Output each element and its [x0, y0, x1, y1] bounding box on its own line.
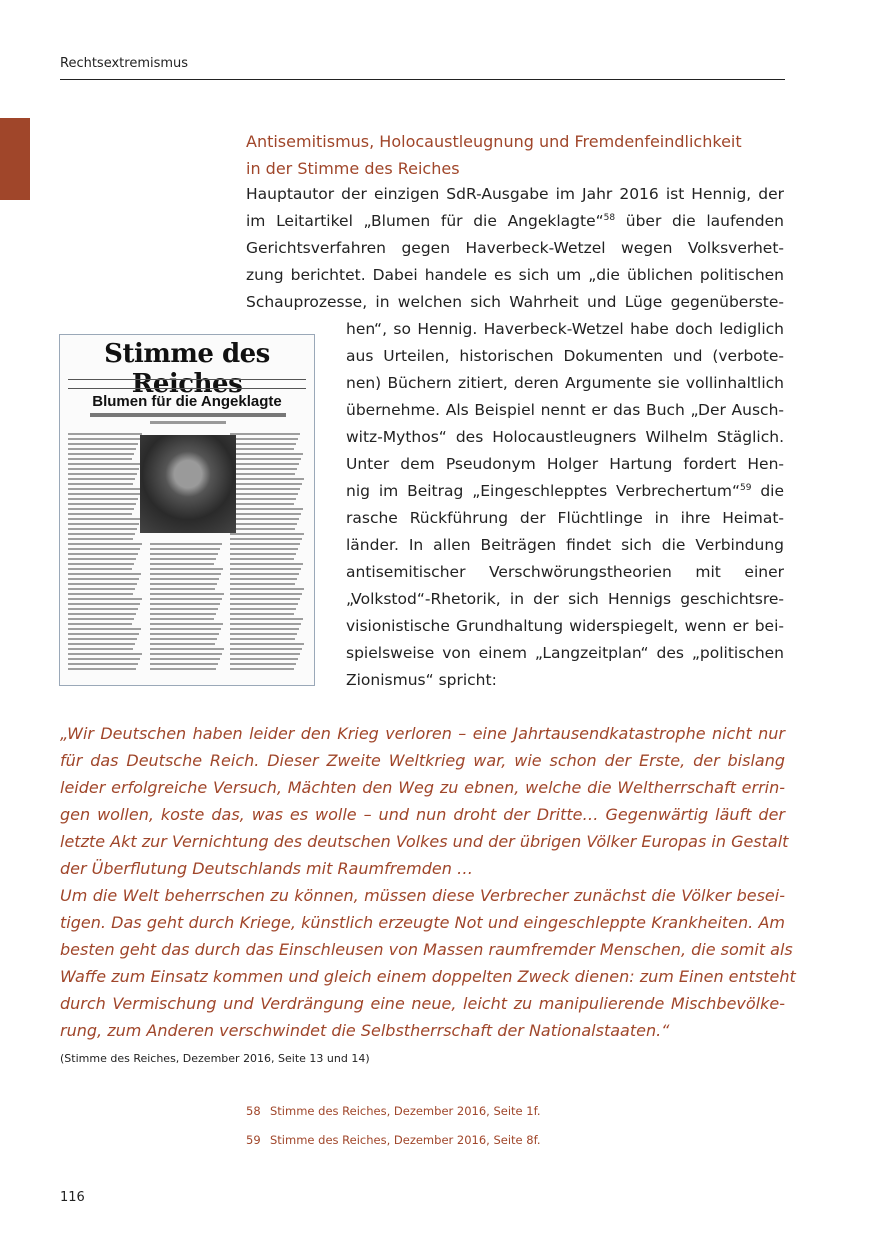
section-heading-line-1: Antisemitismus, Holocaustleugnung und Fremdenfeindlichkeit	[246, 132, 742, 151]
newspaper-text-line	[68, 448, 136, 450]
newspaper-text-line	[230, 528, 295, 530]
newspaper-text-line	[68, 458, 132, 460]
newspaper-text-line	[68, 668, 136, 670]
body-line: rasche Rückführung der Flüchtlinge in ihre Heimat-	[346, 509, 784, 527]
newspaper-text-line	[230, 608, 296, 610]
newspaper-text-line	[230, 523, 297, 525]
newspaper-text-line	[150, 553, 218, 555]
newspaper-text-line	[150, 563, 214, 565]
newspaper-text-line	[230, 593, 302, 595]
body-line: länder. In allen Beiträgen findet sich die Verbindung	[346, 536, 784, 554]
running-head: Rechtsextremismus	[60, 56, 189, 71]
body-line: aus Urteilen, historischen Dokumenten und (verbote-	[346, 347, 784, 365]
newspaper-text-line	[230, 598, 300, 600]
newspaper-text-line	[68, 568, 132, 570]
body-line: antisemitischer Verschwörungstheorien mit einer	[346, 563, 784, 581]
newspaper-text-line	[68, 453, 134, 455]
newspaper-text-line	[68, 488, 142, 490]
newspaper-text-line	[230, 613, 294, 615]
quote-line: leider erfolgreiche Versuch, Mächten den Weg zu ebnen, welche die Weltherrschaft errin-	[60, 778, 785, 797]
body-line: nen) Büchern zitiert, deren Argumente sie vollinhaltlich	[346, 374, 784, 392]
quote-line: Um die Welt beherrschen zu können, müssen diese Verbrecher zunächst die Völker besei-	[60, 886, 785, 905]
body-line: Hauptautor der einzigen SdR-Ausgabe im Jahr 2016 ist Hennig, der	[246, 185, 784, 203]
newspaper-text-line	[150, 608, 218, 610]
newspaper-text-line	[150, 643, 215, 645]
newspaper-text-line	[68, 598, 142, 600]
body-line	[346, 478, 784, 505]
newspaper-text-line	[68, 463, 141, 465]
newspaper-text-line	[150, 548, 220, 550]
footnote-58	[246, 1104, 540, 1118]
newspaper-text-line	[230, 633, 297, 635]
newspaper-text-line	[68, 518, 141, 520]
newspaper-text-line	[68, 618, 134, 620]
newspaper-text-line	[68, 593, 133, 595]
newspaper-text-line	[68, 498, 138, 500]
newspaper-text-line	[230, 448, 294, 450]
newspaper-text-line	[230, 473, 295, 475]
newspaper-text-line	[230, 553, 296, 555]
newspaper-text-line	[68, 563, 134, 565]
body-line: spielsweise von einem „Langzeitplan“ des „politischen	[346, 644, 784, 662]
footnote-59	[246, 1133, 540, 1147]
newspaper-text-line	[230, 663, 296, 665]
newspaper-headline: Blumen für die Angeklagte	[92, 393, 282, 410]
newspaper-text-line	[68, 588, 135, 590]
body-text: nig im Beitrag „Eingeschlepptes Verbrechertum“	[346, 482, 741, 500]
newspaper-text-line	[68, 653, 142, 655]
quote-source: (Stimme des Reiches, Dezember 2016, Seite 13 und 14)	[60, 1052, 370, 1065]
newspaper-text-line	[150, 623, 223, 625]
body-text: die	[751, 482, 785, 500]
newspaper-text-line	[68, 658, 140, 660]
newspaper-text-line	[230, 573, 299, 575]
newspaper-text-line	[68, 503, 136, 505]
quote-line: Waffe zum Einsatz kommen und gleich einem doppelten Zweck dienen: zum Einen entsteht	[60, 967, 796, 986]
newspaper-subheadline	[90, 413, 286, 417]
newspaper-text-line	[68, 533, 135, 535]
newspaper-text-line	[230, 438, 298, 440]
newspaper-text-line	[230, 518, 299, 520]
newspaper-text-line	[230, 558, 294, 560]
body-line: visionistische Grundhaltung widerspiegelt, wenn er bei-	[346, 617, 784, 635]
newspaper-text-line	[68, 573, 141, 575]
newspaper-text-line	[68, 523, 139, 525]
newspaper-text-line	[150, 613, 216, 615]
newspaper-text-line	[230, 503, 294, 505]
newspaper-text-line	[150, 618, 214, 620]
newspaper-text-line	[230, 508, 303, 510]
newspaper-text-line	[150, 583, 217, 585]
newspaper-text-line	[150, 573, 221, 575]
newspaper-text-line	[230, 533, 304, 535]
section-heading-line-2: in der Stimme des Reiches	[246, 159, 460, 178]
newspaper-text-line	[230, 543, 300, 545]
body-line: Zionismus“ spricht:	[346, 671, 497, 689]
newspaper-text-line	[150, 638, 217, 640]
quote-line: rung, zum Anderen verschwindet die Selbstherrschaft der Nationalstaaten.“	[60, 1021, 670, 1040]
newspaper-text-line	[230, 578, 297, 580]
quote-line: für das Deutsche Reich. Dieser Zweite Weltkrieg war, wie schon der Erste, der bislang	[60, 751, 785, 770]
newspaper-text-line	[230, 638, 295, 640]
newspaper-text-line	[68, 663, 138, 665]
newspaper-text-line	[68, 553, 138, 555]
newspaper-text-line	[68, 648, 133, 650]
newspaper-text-line	[68, 628, 141, 630]
newspaper-text-line	[230, 548, 298, 550]
newspaper-text-line	[230, 658, 298, 660]
quote-line: tigen. Das geht durch Kriege, künstlich erzeugte Not und eingeschleppte Krankheiten. Am	[60, 913, 785, 932]
newspaper-text-line	[230, 568, 301, 570]
newspaper-text-line	[230, 483, 302, 485]
newspaper-text-line	[68, 508, 134, 510]
newspaper-text-line	[68, 608, 138, 610]
newspaper-text-line	[68, 443, 138, 445]
newspaper-text-line	[230, 468, 297, 470]
body-line: Schauprozesse, in welchen sich Wahrheit und Lüge gegenüberste-	[246, 293, 784, 311]
body-line: übernehme. Als Beispiel nennt er das Buch „Der Ausch-	[346, 401, 784, 419]
newspaper-text-line	[150, 593, 224, 595]
newspaper-text-line	[150, 668, 216, 670]
newspaper-text-line	[68, 633, 139, 635]
section-heading	[246, 128, 786, 182]
newspaper-text-line	[68, 528, 137, 530]
newspaper-text-line	[150, 543, 222, 545]
footnote-number: 59	[246, 1133, 261, 1147]
newspaper-text-line	[230, 453, 303, 455]
newspaper-text-line	[150, 633, 219, 635]
newspaper-text-line	[230, 583, 295, 585]
body-text: über die laufenden	[615, 212, 784, 230]
newspaper-text-line	[68, 643, 135, 645]
newspaper-text-line	[150, 653, 222, 655]
newspaper-text-line	[150, 648, 224, 650]
quote-line: letzte Akt zur Vernichtung des deutschen Volkes und der übrigen Völker Europas in Gestalt	[60, 832, 789, 851]
newspaper-text-line	[230, 478, 304, 480]
newspaper-text-line	[68, 578, 139, 580]
newspaper-text-line	[68, 623, 132, 625]
quote-line: gen wollen, koste das, was es wolle – und nun droht der Dritte… Gegenwärtig läuft der	[60, 805, 785, 824]
newspaper-text-line	[68, 538, 133, 540]
newspaper-photo	[140, 435, 236, 533]
newspaper-text-line	[150, 588, 215, 590]
newspaper-text-line	[230, 653, 300, 655]
footnote-number: 58	[246, 1104, 261, 1118]
newspaper-text-line	[230, 538, 302, 540]
footnote-ref-59[interactable]: 59	[740, 483, 752, 493]
newspaper-text-line	[68, 548, 140, 550]
body-line: „Volkstod“-Rhetorik, in der sich Hennigs geschichtsre-	[346, 590, 784, 608]
quote-line: besten geht das durch das Einschleusen von Massen raumfremder Menschen, die somit als	[60, 940, 793, 959]
quote-line: der Überflutung Deutschlands mit Raumfremden …	[60, 859, 473, 878]
newspaper-text-line	[230, 618, 303, 620]
newspaper-text-line	[68, 433, 142, 435]
newspaper-text-line	[68, 543, 142, 545]
body-line: Unter dem Pseudonym Holger Hartung fordert Hen-	[346, 455, 784, 473]
newspaper-text-line	[68, 613, 136, 615]
body-line: hen“, so Hennig. Haverbeck-Wetzel habe doch lediglich	[346, 320, 784, 338]
footnote-ref-58[interactable]: 58	[603, 213, 616, 223]
newspaper-text-line	[230, 458, 301, 460]
newspaper-text-line	[230, 493, 298, 495]
newspaper-text-line	[68, 638, 137, 640]
footnote-text: Stimme des Reiches, Dezember 2016, Seite 1f.	[270, 1104, 541, 1118]
newspaper-text-line	[230, 443, 296, 445]
newspaper-text-line	[68, 558, 136, 560]
page-number: 116	[60, 1190, 85, 1205]
newspaper-text-line	[68, 478, 135, 480]
newspaper-text-line	[230, 488, 300, 490]
newspaper-text-line	[230, 603, 298, 605]
newspaper-text-line	[68, 603, 140, 605]
newspaper-text-line	[230, 563, 303, 565]
newspaper-text-line	[150, 603, 220, 605]
newspaper-text-line	[230, 628, 299, 630]
newspaper-text-line	[230, 498, 296, 500]
newspaper-text-line	[230, 513, 301, 515]
footnote-text: Stimme des Reiches, Dezember 2016, Seite 8f.	[270, 1133, 541, 1147]
newspaper-text-line	[68, 468, 139, 470]
newspaper-text-line	[150, 663, 218, 665]
quote-line: durch Vermischung und Verdrängung eine neue, leicht zu manipulierende Mischbevölke-	[60, 994, 785, 1013]
newspaper-text-line	[230, 648, 302, 650]
newspaper-text-line	[230, 433, 300, 435]
newspaper-text-line	[150, 578, 219, 580]
newspaper-text-line	[150, 598, 222, 600]
newspaper-text-line	[230, 588, 304, 590]
body-line: witz-Mythos“ des Holocaustleugners Wilhelm Stäglich.	[346, 428, 784, 446]
body-text: im Leitartikel „Blumen für die Angeklagte“	[246, 212, 604, 230]
newspaper-text-line	[68, 473, 137, 475]
newspaper-text-line	[230, 463, 299, 465]
newspaper-text-line	[68, 493, 140, 495]
newspaper-text-line	[68, 438, 140, 440]
chapter-tab-marker	[0, 118, 30, 200]
newspaper-text-line	[68, 483, 133, 485]
newspaper-text-line	[150, 558, 216, 560]
body-line: Gerichtsverfahren gegen Haverbeck-Wetzel wegen Volksverhet-	[246, 239, 784, 257]
newspaper-byline	[150, 421, 226, 424]
body-line	[246, 208, 784, 235]
newspaper-text-line	[230, 623, 301, 625]
newspaper-text-line	[230, 668, 294, 670]
newspaper-text-line	[150, 568, 223, 570]
newspaper-text-line	[150, 658, 220, 660]
newspaper-masthead: Stimme des Reiches	[104, 339, 270, 399]
quote-line: „Wir Deutschen haben leider den Krieg verloren – eine Jahrtausendkatastrophe nicht nur	[60, 724, 785, 743]
header-rule	[60, 79, 785, 80]
newspaper-cover-image	[59, 334, 315, 686]
newspaper-text-line	[68, 513, 132, 515]
newspaper-text-line	[150, 628, 221, 630]
newspaper-dateline-bar	[68, 379, 306, 389]
newspaper-text-line	[230, 643, 304, 645]
body-line: zung berichtet. Dabei handele es sich um „die üblichen politischen	[246, 266, 784, 284]
newspaper-text-line	[68, 583, 137, 585]
